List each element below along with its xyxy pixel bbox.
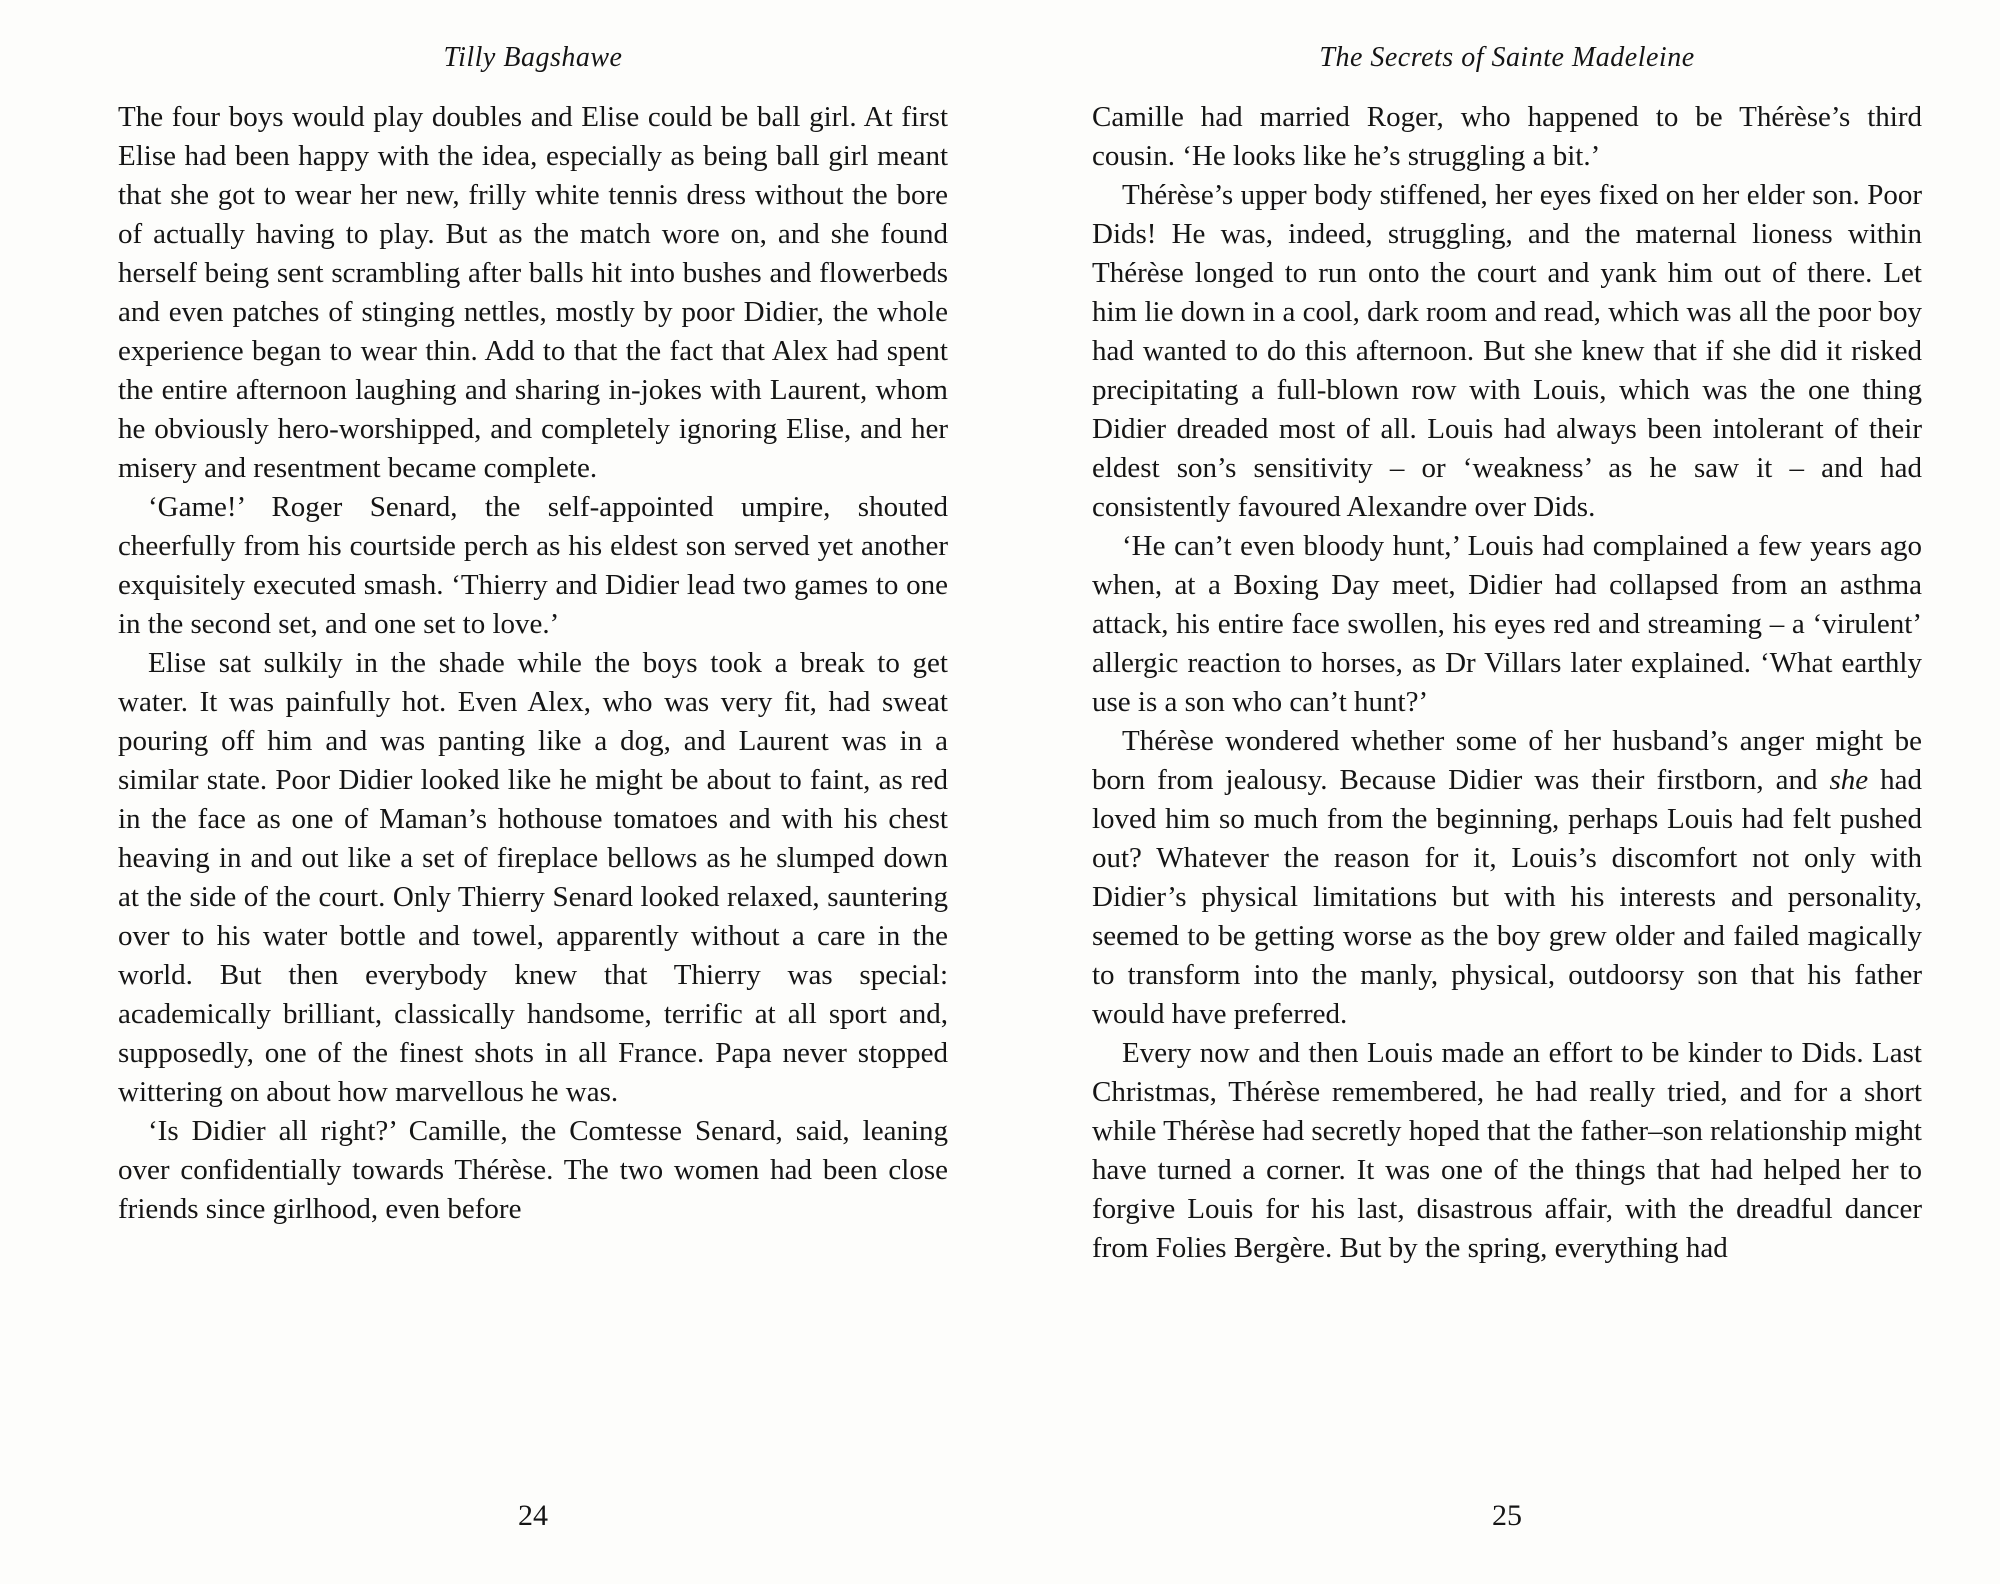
left-page-number: 24 [518,1499,548,1532]
right-text-block [1092,98,1922,1268]
paragraph [1092,722,1922,1034]
paragraph: ‘Is Didier all right?’ Camille, the Comtesse Senard, said, leaning over confidentially towards Thérèse. The two women had been close friends since girlhood, even before [118,1115,948,1225]
paragraph: The four boys would play doubles and Elise could be ball girl. At first Elise had been happy with the idea, especially as being ball girl meant that she got to wear her new, frilly white tennis dress without the bore of actually having to play. But as the match wore on, and she found herself being sent scrambling after balls hit into bushes and flowerbeds and even patches of stinging nettles, mostly by poor Didier, the whole experience began to wear thin. Add to that the fact that Alex had spent the entire afternoon laughing and sharing in-jokes with Laurent, whom he obviously hero-worshipped, and completely ignoring Elise, and her misery and resentment became complete. [118,101,948,484]
left-page [118,0,948,1584]
paragraph-text-after: had loved him so much from the beginning, perhaps Louis had felt pushed out? Whatever the reason for it, Louis’s discomfort not only with Didier’s physical limitations but with his interests and personality, seemed to be getting worse as the boy grew older and failed magically to transform into the manly, physical, outdoorsy son that his father would have preferred. [1092,764,1922,1030]
left-running-head: Tilly Bagshawe [443,42,623,73]
right-page-number: 25 [1492,1499,1522,1532]
paragraph: ‘He can’t even bloody hunt,’ Louis had complained a few years ago when, at a Boxing Day meet, Didier had collapsed from an asthma attack, his entire face swollen, his eyes red and streaming – a ‘virulent’ allergic reaction to horses, as Dr Villars later explained. ‘What earthly use is a son who can’t hunt?’ [1092,530,1922,718]
right-running-head: The Secrets of Sainte Madeleine [1319,42,1695,73]
paragraph: Elise sat sulkily in the shade while the boys took a break to get water. It was painfully hot. Even Alex, who was very fit, had sweat pouring off him and was panting like a dog, and Laurent was in a similar state. Poor Didier looked like he might be about to faint, as red in the face as one of Maman’s hothouse tomatoes and with his chest heaving in and out like a set of fireplace bellows as he slumped down at the side of the court. Only Thierry Senard looked relaxed, sauntering over to his water bottle and towel, apparently without a care in the world. But then everybody knew that Thierry was special: academically brilliant, classically handsome, terrific at all sport and, supposedly, one of the finest shots in all France. Papa never stopped wittering on about how marvellous he was. [118,647,948,1108]
emphasized-word: she [1829,764,1869,796]
paragraph-text-before: Thérèse wondered whether some of her husband’s anger might be born from jealousy. Because Didier was their firstborn, and [1092,725,1922,796]
right-page [1092,0,1922,1584]
paragraph: Every now and then Louis made an effort to be kinder to Dids. Last Christmas, Thérèse remembered, he had really tried, and for a short while Thérèse had secretly hoped that the father–son relationship might have turned a corner. It was one of the things that had helped her to forgive Louis for his last, disastrous affair, with the dreadful dancer from Folies Bergère. But by the spring, everything had [1092,1037,1922,1264]
paragraph: Camille had married Roger, who happened to be Thérèse’s third cousin. ‘He looks like he’s struggling a bit.’ [1092,101,1922,172]
paragraph: Thérèse’s upper body stiffened, her eyes fixed on her elder son. Poor Dids! He was, indeed, struggling, and the maternal lioness within Thérèse longed to run onto the court and yank him out of there. Let him lie down in a cool, dark room and read, which was all the poor boy had wanted to do this afternoon. But she knew that if she did it risked precipitating a full-blown row with Louis, which was the one thing Didier dreaded most of all. Louis had always been intolerant of their eldest son’s sensitivity – or ‘weakness’ as he saw it – and had consistently favoured Alexandre over Dids. [1092,179,1922,523]
left-text-block [118,98,948,1229]
paragraph: ‘Game!’ Roger Senard, the self-appointed umpire, shouted cheerfully from his courtside perch as his eldest son served yet another exquisitely executed smash. ‘Thierry and Didier lead two games to one in the second set, and one set to love.’ [118,491,948,640]
